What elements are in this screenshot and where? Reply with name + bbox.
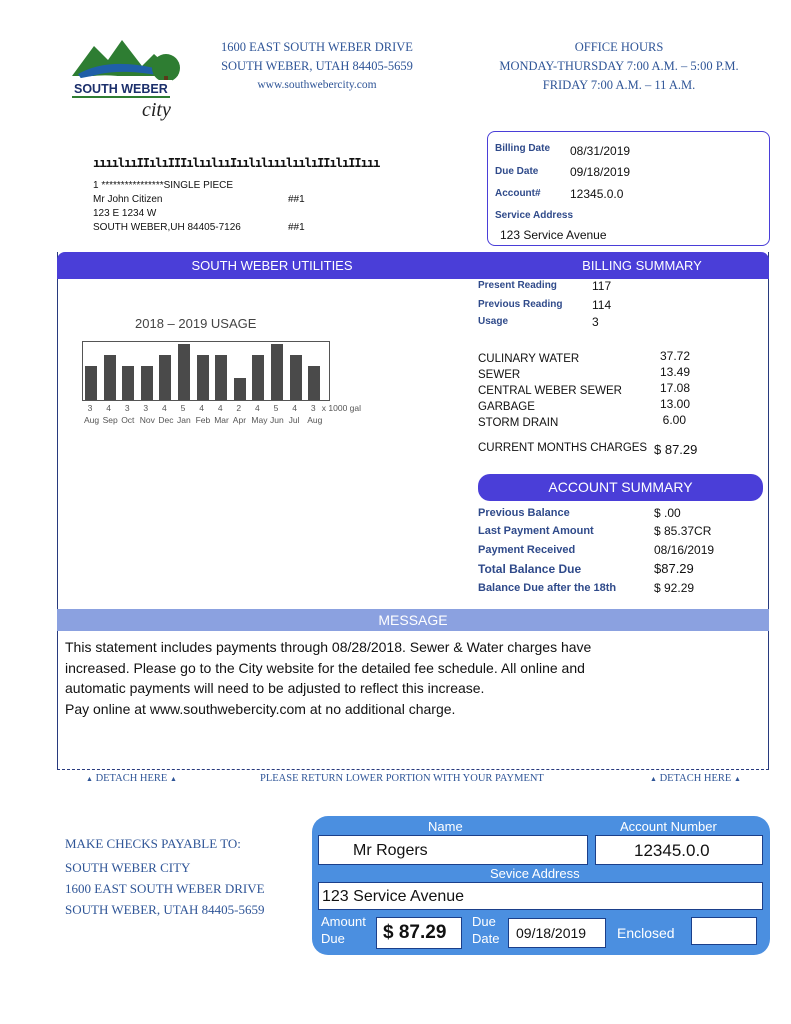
mailing-city: SOUTH WEBER,UH 84405-7126 (93, 222, 241, 233)
detach-left-label: DETACH HERE (95, 773, 168, 784)
charge-row (478, 365, 690, 381)
stub-due-date-field[interactable] (508, 918, 606, 948)
usage-month-label: Mar (214, 415, 229, 425)
stub-amount-label-2: Due (321, 931, 345, 946)
payable-title: MAKE CHECKS PAYABLE TO: (65, 836, 241, 851)
usage-bar (234, 378, 246, 400)
usage-month-label: Nov (139, 415, 155, 425)
charge-name: SEWER (478, 369, 521, 381)
usage-value-label: 4 (106, 403, 111, 413)
utilities-title: SOUTH WEBER UTILITIES (191, 258, 353, 273)
service-address-label: Service Address (495, 210, 574, 221)
due-date-label: Due Date (495, 166, 539, 177)
usage-value-label: 4 (292, 403, 297, 413)
usage-bar (290, 355, 302, 400)
stub-enclosed-field[interactable] (691, 917, 757, 945)
charge-amount: 13.00 (659, 397, 690, 411)
due-date-value: 09/18/2019 (570, 165, 631, 179)
usage-bar (271, 344, 283, 400)
usage-bar (104, 355, 116, 400)
current-charges-amount: $ 87.29 (654, 442, 698, 457)
payable-line-1: SOUTH WEBER CITY (65, 860, 191, 875)
usage-value-label: 3 (310, 403, 316, 413)
account-value: 12345.0.0 (570, 187, 624, 201)
message-body (65, 637, 765, 719)
logo-text-south-weber: SOUTH WEBER (74, 82, 168, 96)
last-payment-label: Last Payment Amount (478, 525, 594, 537)
usage-unit-label: x 1000 gal (321, 403, 362, 413)
usage-label: Usage (478, 316, 509, 327)
triangle-up-icon: ▲ (650, 775, 657, 783)
usage-bar (178, 344, 190, 400)
previous-reading-label: Previous Reading (478, 299, 563, 310)
stub-account-label: Account Number (620, 819, 717, 834)
triangle-up-icon: ▲ (733, 775, 741, 783)
stub-name-value: Mr Rogers (353, 842, 428, 859)
mailing-line-1: 1 ****************SINGLE PIECE (93, 180, 234, 191)
payable-line-2: 1600 EAST SOUTH WEBER DRIVE (65, 881, 265, 896)
message-title: MESSAGE (378, 612, 448, 628)
previous-reading-value: 114 (592, 298, 612, 312)
present-reading-value: 117 (592, 279, 612, 293)
office-hours-line-1: MONDAY-THURSDAY 7:00 A.M. – 5:00 P.M. (499, 59, 739, 73)
present-reading-label: Present Reading (478, 280, 557, 291)
stub-account-field[interactable] (595, 835, 763, 865)
account-summary-title: ACCOUNT SUMMARY (548, 479, 693, 495)
usage-month-label: Jul (288, 415, 300, 425)
stub-due-label-1: Due (472, 914, 496, 929)
late-balance-value: $ 92.29 (654, 581, 695, 595)
usage-value-label: 4 (255, 403, 260, 413)
stub-name-field[interactable] (318, 835, 588, 865)
mailing-name: Mr John Citizen (93, 194, 163, 205)
stub-due-label-2: Date (472, 931, 500, 946)
message-line-2: increased. Please go to the City website for the detailed fee schedule. All online and (65, 659, 585, 676)
stub-amount-value: $ 87.29 (383, 922, 447, 943)
usage-value-label: 3 (87, 403, 93, 413)
stub-due-date-value: 09/18/2019 (516, 925, 587, 941)
mailing-code-1: ##1 (288, 194, 305, 205)
charges-list (478, 349, 690, 429)
charge-amount: 17.08 (659, 381, 690, 395)
usage-bar (197, 355, 209, 400)
stub-amount-label-1: Amount (321, 914, 366, 929)
charge-amount: 6.00 (662, 413, 686, 427)
usage-chart (82, 341, 330, 401)
total-balance-label: Total Balance Due (478, 562, 582, 576)
stub-address-field[interactable] (318, 882, 763, 910)
usage-bar (159, 355, 171, 400)
stub-account-value: 12345.0.0 (634, 841, 710, 860)
stub-enclosed-label: Enclosed (617, 925, 675, 941)
detach-right-label: DETACH HERE (659, 773, 732, 784)
current-charges-label: CURRENT MONTHS CHARGES (478, 442, 648, 454)
charge-name: GARBAGE (478, 401, 535, 413)
usage-month-label: Aug (307, 415, 323, 425)
account-label: Account# (495, 188, 541, 199)
usage-value-label: 4 (217, 403, 223, 413)
charge-name: CENTRAL WEBER SEWER (478, 385, 622, 397)
mailing-street: 123 E 1234 W (93, 208, 157, 219)
usage-bar (141, 366, 153, 400)
triangle-up-icon: ▲ (86, 775, 93, 783)
stub-address-value: 123 Service Avenue (322, 888, 465, 905)
usage-month-label: Apr (232, 415, 247, 425)
stub-due-label (472, 913, 499, 947)
usage-chart-axis (82, 403, 402, 431)
logo-text-city: city (142, 99, 171, 121)
usage-month-label: Aug (84, 415, 100, 425)
usage-value-label: 4 (162, 403, 167, 413)
charge-name: STORM DRAIN (478, 417, 559, 429)
service-address-value: 123 Service Avenue (500, 228, 607, 242)
charge-amount: 13.49 (659, 365, 690, 379)
charge-row (478, 397, 690, 413)
usage-month-label: Feb (195, 415, 211, 425)
usage-chart-title: 2018 – 2019 USAGE (135, 316, 257, 331)
charge-amount: 37.72 (659, 349, 690, 363)
usage-bar (122, 366, 134, 400)
total-balance-value: $87.29 (654, 561, 694, 576)
charge-row (478, 413, 690, 429)
payment-received-label: Payment Received (478, 544, 576, 556)
message-line-1: This statement includes payments through 08/28/2018. Sewer & Water charges have (65, 639, 592, 655)
payable-line-3: SOUTH WEBER, UTAH 84405-5659 (65, 902, 265, 917)
usage-bar (308, 366, 320, 400)
stub-name-label: Name (428, 819, 463, 834)
usage-bar (85, 366, 97, 400)
office-hours-title: OFFICE HOURS (574, 40, 664, 54)
message-line-3: automatic payments will need to be adjusted to reflect this increase. (65, 680, 485, 696)
office-hours-line-2: FRIDAY 7:00 A.M. – 11 A.M. (542, 78, 696, 92)
usage-bar (252, 355, 264, 400)
usage-month-label: Jan (177, 415, 191, 425)
message-line-4: Pay online at www.southwebercity.com at no additional charge. (65, 700, 456, 717)
charge-row (478, 381, 690, 397)
utilities-header-bar (57, 252, 769, 279)
usage-value-label: 3 (124, 403, 130, 413)
usage-value: 3 (592, 315, 599, 329)
usage-value-label: 3 (143, 403, 149, 413)
address-line-2: SOUTH WEBER, UTAH 84405-5659 (221, 59, 413, 73)
office-hours (474, 38, 764, 95)
website-link[interactable]: www.southwebercity.com (257, 79, 377, 91)
usage-value-label: 4 (199, 403, 204, 413)
detach-right (650, 773, 741, 784)
late-balance-label: Balance Due after the 18th (478, 582, 617, 594)
usage-month-label: Sep (102, 415, 118, 425)
message-bar (57, 609, 769, 631)
usage-month-label: Dec (158, 415, 174, 425)
triangle-up-icon: ▲ (169, 775, 177, 783)
billing-date-label: Billing Date (495, 143, 551, 154)
payment-received-value: 08/16/2019 (654, 543, 715, 557)
last-payment-value: $ 85.37CR (654, 524, 712, 538)
billing-summary-title: BILLING SUMMARY (582, 258, 702, 273)
usage-month-label: Jun (270, 415, 284, 425)
stub-amount-label (321, 913, 366, 947)
city-logo (70, 36, 188, 124)
address-line-1: 1600 EAST SOUTH WEBER DRIVE (221, 40, 413, 54)
previous-balance-label: Previous Balance (478, 507, 570, 519)
stub-amount-field[interactable] (376, 917, 462, 949)
usage-value-label: 5 (180, 403, 186, 413)
account-summary-bar (478, 474, 763, 501)
postal-barcode: ıııılııIIılıIIIılıılııIıılılııılıılıIIılıIIııı (93, 156, 380, 170)
usage-month-label: Oct (121, 415, 135, 425)
previous-balance-value: $ .00 (654, 506, 681, 520)
billing-date-value: 08/31/2019 (570, 144, 631, 158)
charge-row (478, 349, 690, 365)
charge-name: CULINARY WATER (478, 353, 580, 365)
usage-value-label: 5 (273, 403, 279, 413)
stub-address-label: Sevice Address (490, 866, 580, 881)
usage-month-label: May (251, 415, 268, 425)
usage-value-label: 2 (236, 403, 242, 413)
city-address (192, 38, 442, 95)
detach-left (86, 773, 177, 784)
detach-instructions: PLEASE RETURN LOWER PORTION WITH YOUR PAYMENT (260, 773, 544, 784)
mailing-code-2: ##1 (288, 222, 305, 233)
usage-bar (215, 355, 227, 400)
